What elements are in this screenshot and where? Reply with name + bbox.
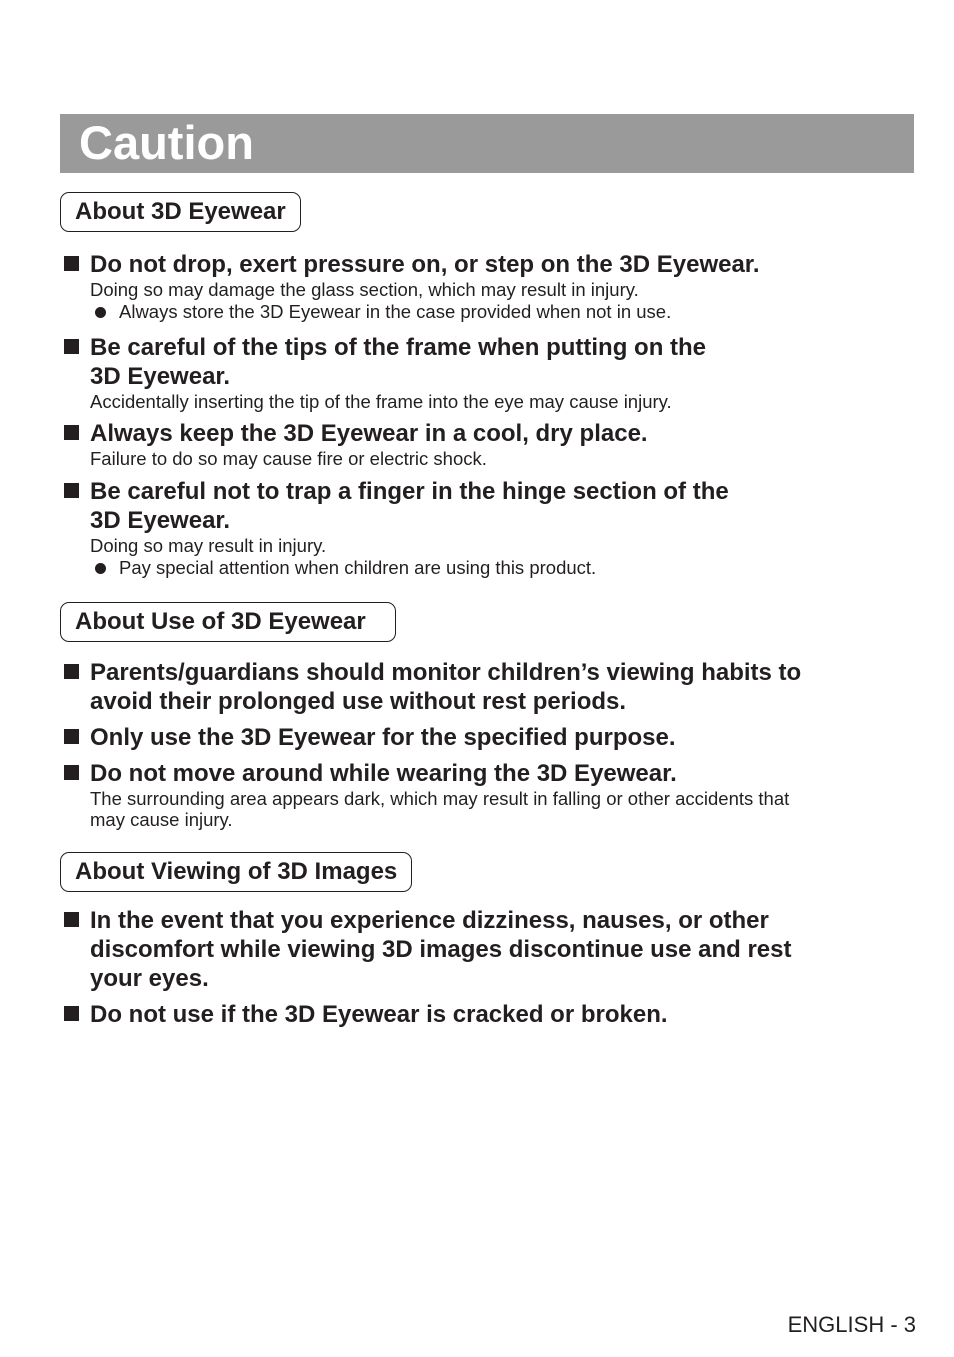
item-heading: Only use the 3D Eyewear for the specified purpose. [90, 724, 676, 751]
round-bullet-icon [95, 307, 106, 318]
caution-banner [60, 114, 914, 173]
square-bullet-icon [64, 425, 79, 440]
item-note-text: Pay special attention when children are using this product. [119, 557, 597, 578]
item-heading: Do not drop, exert pressure on, or step on the 3D Eyewear. [90, 251, 760, 278]
item-heading: Be careful not to trap a finger in the hinge section of the [90, 478, 729, 505]
item-heading: Be careful of the tips of the frame when putting on the [90, 334, 707, 361]
section-about-use-of-3d-eyewear [60, 602, 920, 830]
item-description: Doing so may result in injury. [90, 535, 327, 556]
item-heading-continued: 3D Eyewear. [90, 507, 231, 534]
item-heading-continued: your eyes. [90, 965, 209, 992]
item-note-text: Always store the 3D Eyewear in the case provided when not in use. [119, 301, 672, 322]
item-heading-continued: discomfort while viewing 3D images discontinue use and rest [90, 936, 792, 963]
section-about-viewing-3d-images [60, 852, 920, 1028]
item-description: The surrounding area appears dark, which may result in falling or other accidents that [90, 788, 790, 809]
section-heading: About Viewing of 3D Images [60, 852, 412, 892]
caution-item [60, 1000, 920, 1029]
square-bullet-icon [64, 765, 79, 780]
page-title: Caution [79, 116, 254, 169]
item-description: Doing so may damage the glass section, which may result in injury. [90, 279, 639, 300]
square-bullet-icon [64, 912, 79, 927]
square-bullet-icon [64, 339, 79, 354]
square-bullet-icon [64, 1006, 79, 1021]
item-description: Accidentally inserting the tip of the frame into the eye may cause injury. [90, 391, 672, 412]
caution-item [60, 759, 920, 830]
section-heading: About 3D Eyewear [60, 192, 301, 232]
item-heading: Do not move around while wearing the 3D Eyewear. [90, 760, 677, 787]
item-note [90, 300, 920, 323]
item-heading: Parents/guardians should monitor children’s viewing habits to [90, 659, 802, 686]
square-bullet-icon [64, 256, 79, 271]
caution-item [60, 723, 920, 752]
round-bullet-icon [95, 563, 106, 574]
item-heading: Do not use if the 3D Eyewear is cracked or broken. [90, 1001, 668, 1028]
caution-item [60, 477, 920, 579]
square-bullet-icon [64, 664, 79, 679]
caution-item [60, 658, 920, 716]
page-number: ENGLISH - 3 [787, 1312, 916, 1337]
section-heading: About Use of 3D Eyewear [60, 602, 396, 642]
caution-item [60, 906, 920, 993]
item-description: Failure to do so may cause fire or electric shock. [90, 448, 487, 469]
caution-item [60, 333, 920, 412]
section-about-3d-eyewear [60, 192, 920, 578]
item-heading: Always keep the 3D Eyewear in a cool, dry place. [90, 420, 648, 447]
item-heading-continued: 3D Eyewear. [90, 363, 231, 390]
square-bullet-icon [64, 729, 79, 744]
item-heading: In the event that you experience dizziness, nauses, or other [90, 907, 769, 934]
item-heading-continued: avoid their prolonged use without rest periods. [90, 688, 627, 715]
caution-item [60, 250, 920, 323]
caution-item [60, 419, 920, 469]
item-description-continued: may cause injury. [90, 809, 233, 830]
square-bullet-icon [64, 483, 79, 498]
item-note [90, 556, 920, 579]
